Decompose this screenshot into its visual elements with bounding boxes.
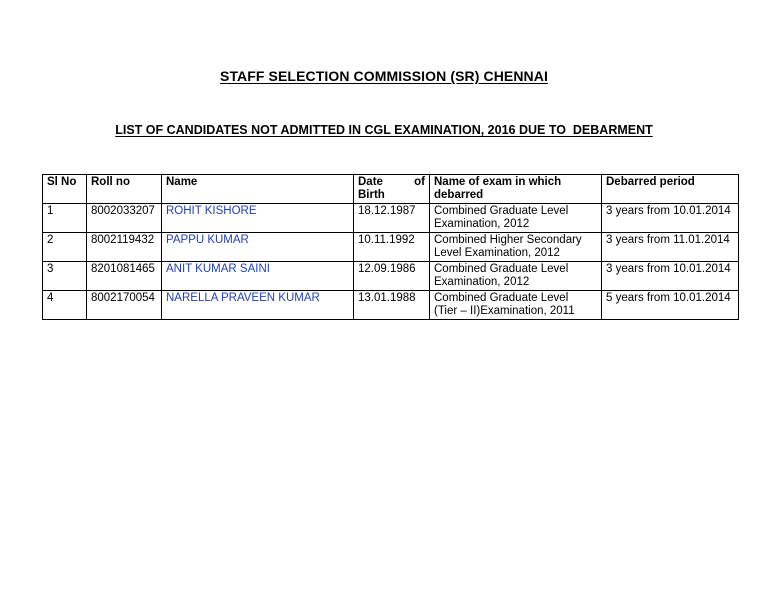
table-row — [43, 291, 739, 320]
header-dob-word: of — [414, 176, 425, 188]
cell-exam-line: Examination, 2012 — [434, 218, 530, 230]
cell-sl-no: 3 — [43, 262, 87, 291]
cell-exam — [430, 262, 602, 291]
cell-dob: 18.12.1987 — [354, 204, 430, 233]
cell-period: 3 years from 10.01.2014 — [602, 262, 739, 291]
cell-exam-line: Combined Graduate Level — [434, 263, 569, 275]
cell-dob: 13.01.1988 — [354, 291, 430, 320]
cell-name: ROHIT KISHORE — [162, 204, 354, 233]
cell-sl-no: 2 — [43, 233, 87, 262]
cell-sl-no: 1 — [43, 204, 87, 233]
cell-name: NARELLA PRAVEEN KUMAR — [162, 291, 354, 320]
cell-exam-line: (Tier – II)Examination, 2011 — [434, 305, 575, 317]
cell-roll-no: 8002033207 — [87, 204, 162, 233]
cell-roll-no: 8002119432 — [87, 233, 162, 262]
cell-exam-line: Combined Higher Secondary — [434, 234, 582, 246]
cell-dob: 12.09.1986 — [354, 262, 430, 291]
cell-period: 3 years from 10.01.2014 — [602, 204, 739, 233]
cell-exam — [430, 291, 602, 320]
cell-roll-no: 8002170054 — [87, 291, 162, 320]
cell-dob: 10.11.1992 — [354, 233, 430, 262]
table-row — [43, 204, 739, 233]
header-debarred-period: Debarred period — [602, 175, 739, 204]
cell-exam — [430, 233, 602, 262]
cell-period: 5 years from 10.01.2014 — [602, 291, 739, 320]
cell-name: ANIT KUMAR SAINI — [162, 262, 354, 291]
table-row — [43, 262, 739, 291]
table-row — [43, 233, 739, 262]
header-date-of-birth — [354, 175, 430, 204]
table-header-row — [43, 175, 739, 204]
header-name: Name — [162, 175, 354, 204]
cell-sl-no: 4 — [43, 291, 87, 320]
debarment-table — [42, 174, 739, 320]
cell-roll-no: 8201081465 — [87, 262, 162, 291]
header-roll-no: Roll no — [87, 175, 162, 204]
cell-name: PAPPU KUMAR — [162, 233, 354, 262]
header-sl-no: Sl No — [43, 175, 87, 204]
cell-exam-line: Combined Graduate Level — [434, 205, 569, 217]
header-dob-word: Date — [358, 176, 383, 188]
cell-exam — [430, 204, 602, 233]
page-title: STAFF SELECTION COMMISSION (SR) CHENNAI — [220, 68, 548, 84]
page-subtitle: LIST OF CANDIDATES NOT ADMITTED IN CGL EXAMINATION, 2016 DUE TO DEBARMENT — [115, 123, 653, 137]
header-dob-word: Birth — [358, 189, 385, 201]
cell-exam-line: Level Examination, 2012 — [434, 247, 560, 259]
cell-exam-line: Combined Graduate Level — [434, 292, 569, 304]
header-exam: Name of exam in which debarred — [430, 175, 602, 204]
cell-period: 3 years from 11.01.2014 — [602, 233, 739, 262]
cell-exam-line: Examination, 2012 — [434, 276, 530, 288]
